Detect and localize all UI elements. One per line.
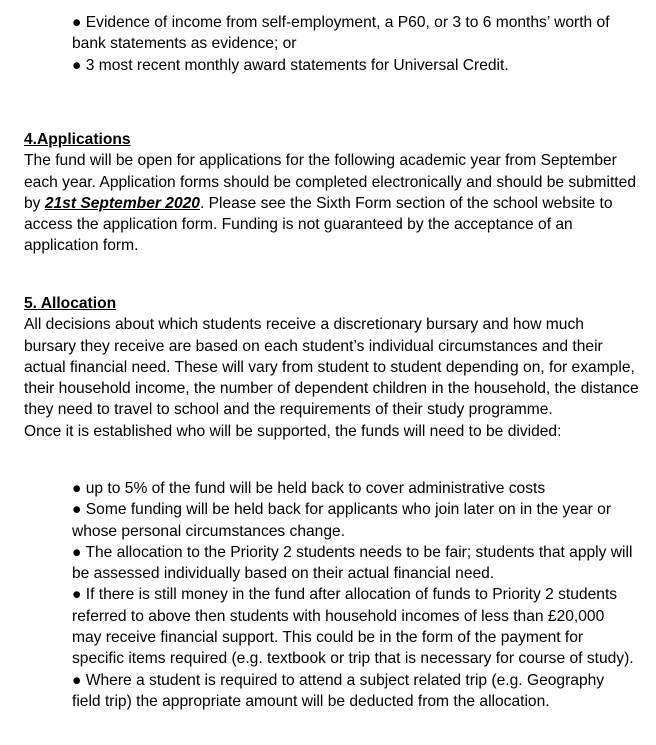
applications-heading: 4.Applications	[24, 131, 131, 148]
allocation-bullet-5: ● Where a student is required to attend a subject related trip (e.g. Geography field trip) the appropriate amount will be deducted from the allocation.	[72, 671, 605, 710]
allocation-bullet-1: ● up to 5% of the fund will be held back to cover administrative costs	[72, 480, 546, 497]
allocation-bullet-list	[72, 478, 637, 712]
allocation-intro: Once it is established who will be supported, the funds will need to be divided:	[24, 422, 562, 440]
allocation-bullet-4: ● If there is still money in the fund after allocation of funds to Priority 2 students referred to above then students with household incomes of less than £20,000 may receive financial support. This could be in the form of the payment for specific items required (e.g. textbook or trip that is necessary for course of study).	[72, 586, 634, 668]
evidence-bullet-list	[72, 12, 637, 76]
applications-paragraph	[24, 150, 640, 256]
evidence-bullet-2: ● 3 most recent monthly award statements for Universal Credit.	[72, 56, 509, 74]
allocation-paragraph: All decisions about which students receive a discretionary bursary and how much bursary they receive are based on each student’s individual circumstances and their actual financial need. These will vary from student to student depending on, for example, their household income, the number of dependent children in the household, the distance they need to travel to school and the requirements of their study programme.	[24, 316, 639, 419]
allocation-section	[24, 293, 640, 442]
applications-section	[24, 129, 640, 257]
evidence-bullet-1: ● Evidence of income from self-employment, a P60, or 3 to 6 months’ worth of bank statements as evidence; or	[72, 14, 610, 53]
allocation-heading: 5. Allocation	[24, 295, 117, 312]
applications-text-before: The fund will be open for applications for the following academic year from September each year. Application forms should be completed electronically and should be submitted by	[24, 152, 636, 212]
allocation-bullet-2: ● Some funding will be held back for applicants who join later on in the year or whose personal circumstances change.	[72, 501, 612, 540]
applications-deadline: 21st September 2020	[44, 194, 200, 212]
allocation-bullet-3: ● The allocation to the Priority 2 students needs to be fair; students that apply will be assessed individually based on their actual financial need.	[72, 543, 633, 583]
applications-text-after: . Please see the Sixth Form section of the school website to access the application form. Funding is not guaranteed by the acceptance of an application form.	[24, 194, 613, 255]
